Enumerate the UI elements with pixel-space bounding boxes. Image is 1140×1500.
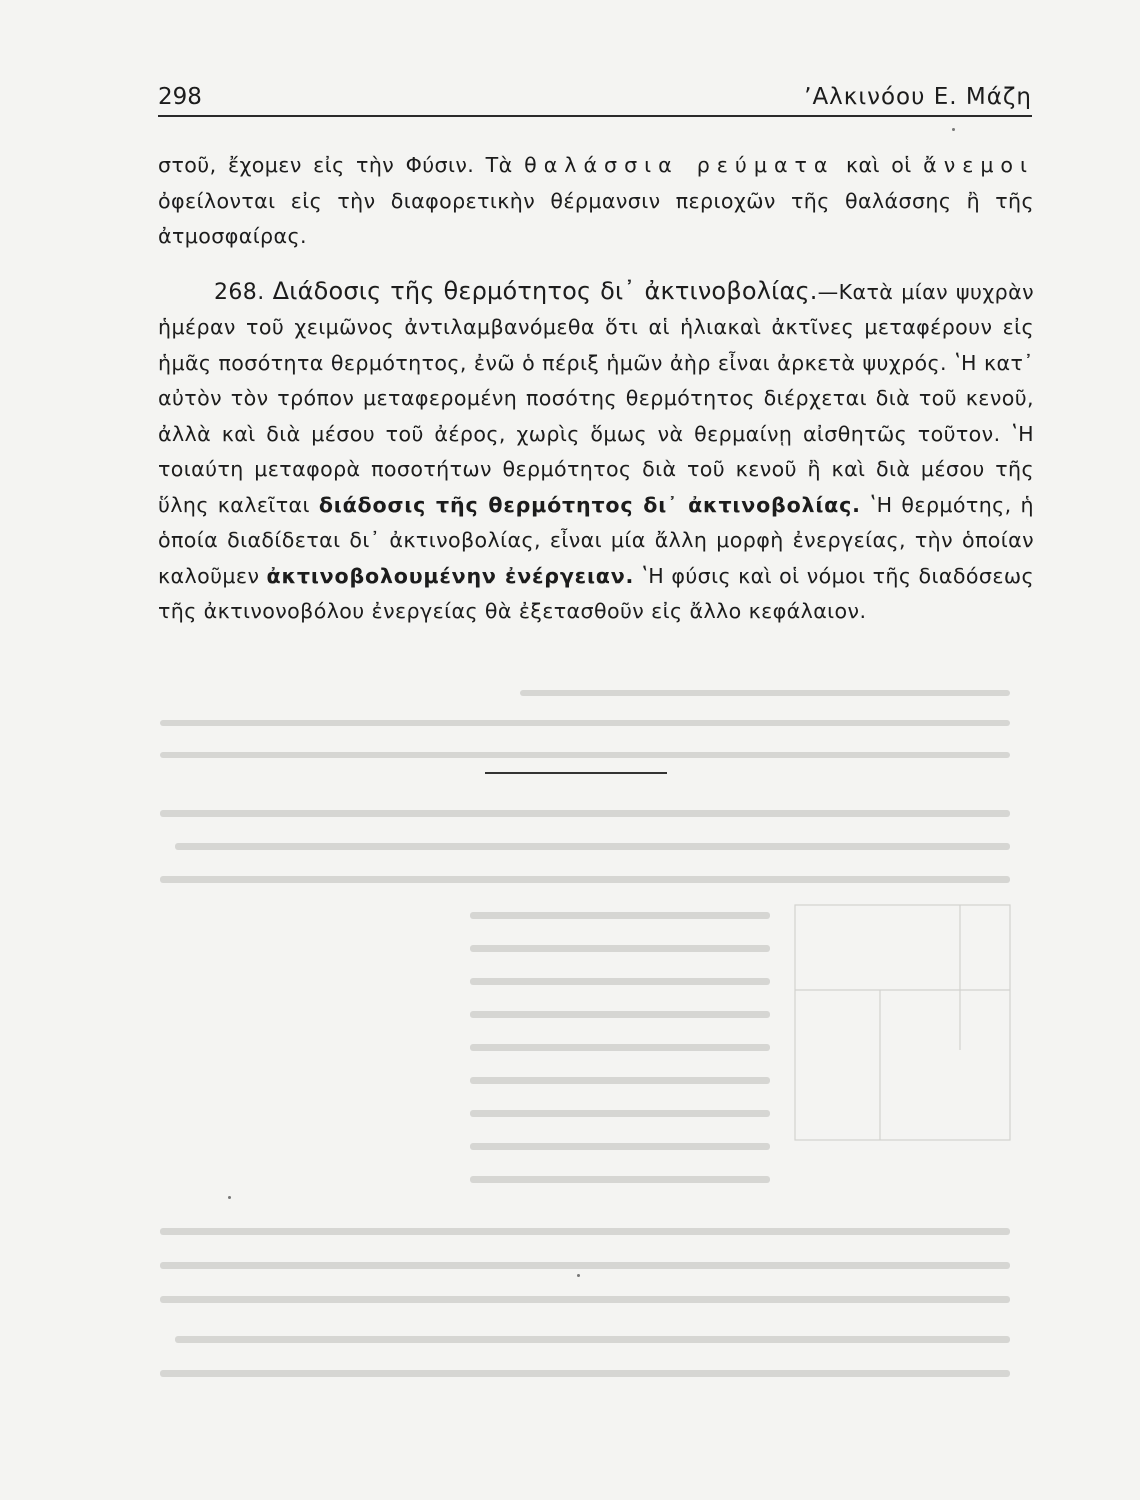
text-run: ὀφείλονται εἰς τὴν διαφορετικὴν θέρμανσιν περιοχῶν τῆς θαλάσσης ἢ τῆς ἀτμοσφαίρας. <box>158 188 1034 248</box>
spaced-emphasis: ἄνεμοι <box>923 153 1035 177</box>
scan-speck <box>577 1274 580 1277</box>
spaced-emphasis: θαλάσσια ρεύματα <box>524 153 835 177</box>
section-heading: Διάδοσις τῆς θερμότητος δι᾿ ἀκτινοβολίας. <box>272 276 818 305</box>
paragraph-continuation <box>158 148 1034 255</box>
section-number: 268. <box>214 279 265 305</box>
bold-term: διάδοσις τῆς θερμότητος δι᾿ ἀκτινοβολίας. <box>318 492 861 517</box>
text-run: καὶ οἱ <box>834 153 924 177</box>
em-dash: — <box>817 279 839 304</box>
page-body <box>158 148 1034 630</box>
section-paragraph <box>158 274 1034 630</box>
scan-speck <box>228 1196 231 1199</box>
running-head: ʼΑλκινόου Ε. Μάζη <box>804 84 1032 110</box>
page-number: 298 <box>158 84 202 110</box>
header-rule <box>158 115 1032 117</box>
text-run: Κατὰ μίαν ψυχρὰν ἡμέραν τοῦ χειμῶνος ἀντιλαμβανόμεθα ὅτι αἱ ἡλιακαὶ ἀκτῖνες μεταφέρουν εἰς ἡμᾶς ποσότητα θερμότητος, ἐνῶ ὁ πέριξ ἡμῶν ἀὴρ εἶναι ἀρκετὰ ψυχρός. ʽΗ κατ᾿ αὐτὸν τὸν τρόπον μεταφερομένη ποσότης θερμότητος διέρχεται διὰ τοῦ κενοῦ, ἀλλὰ καὶ διὰ μέσου τοῦ ἀέρος, χωρὶς ὅμως νὰ θερμαίνῃ αἰσθητῶς τοῦτον. ʽΗ τοιαύτη μεταφορὰ ποσοτήτων θερμότητος διὰ τοῦ κενοῦ ἢ καὶ διὰ μέσου τῆς ὕλης καλεῖται <box>158 279 1034 517</box>
text-run: στοῦ, ἔχομεν εἰς τὴν Φύσιν. Τὰ <box>158 153 525 177</box>
text-run: ʽΗ φύσις καὶ οἱ νόμοι τῆς διαδόσεως τῆς ἀκτινονοβόλου ἐνεργείας θὰ ἐξετασθοῦν εἰς ἄλλο κεφάλαιον. <box>158 563 1034 623</box>
page-header <box>158 82 1032 118</box>
scan-speck <box>952 128 955 131</box>
text-run: ʽΗ θερμότης, ἡ ὁποία διαδίδεται δι᾿ ἀκτινοβολίας, εἶναι μία ἄλλη μορφὴ ἐνεργείας, τὴν ὁποίαν καλοῦμεν <box>158 492 1034 588</box>
bold-term: ἀκτινοβολουμένην ἐνέργειαν. <box>266 563 635 588</box>
section-end-rule <box>485 772 667 774</box>
